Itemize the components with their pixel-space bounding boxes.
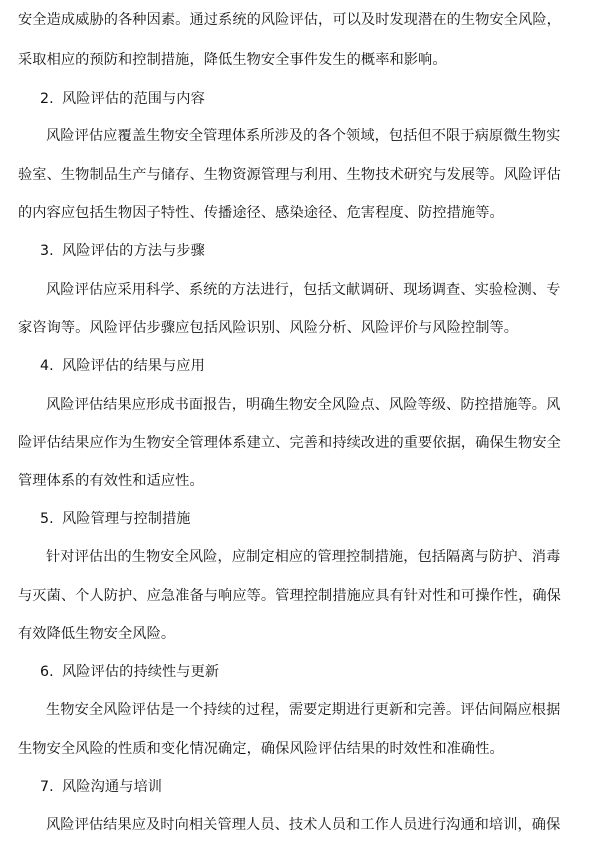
body-text-line: 验室、生物制品生产与储存、生物资源管理与利用、生物技术研究与发展等。风险评估 <box>18 167 561 183</box>
section-heading <box>40 239 591 263</box>
section-heading <box>40 660 591 684</box>
section-number: 5. <box>40 511 54 527</box>
section-heading <box>40 507 591 531</box>
section-heading <box>40 775 591 799</box>
body-text-line: 生物安全风险评估是一个持续的过程，需要定期进行更新和完善。评估间隔应根据 <box>46 702 561 718</box>
body-text-line: 家咨询等。风险评估步骤应包括风险识别、风险分析、风险评价与风险控制等。 <box>18 320 519 336</box>
section-number: 7. <box>40 779 54 795</box>
body-text-line: 与灭菌、个人防护、应急准备与响应等。管理控制措施应具有针对性和可操作性，确保 <box>18 588 561 604</box>
body-text-line: 风险评估应采用科学、系统的方法进行，包括文献调研、现场调查、实验检测、专 <box>46 282 561 298</box>
body-text-line: 风险评估结果应形成书面报告，明确生物安全风险点、风险等级、防控措施等。风 <box>46 397 561 413</box>
section-title: 风险管理与控制措施 <box>62 511 191 527</box>
section-number: 4. <box>40 358 54 374</box>
body-text-line: 安全造成威胁的各种因素。通过系统的风险评估，可以及时发现潜在的生物安全风险， <box>18 12 561 28</box>
section-heading <box>40 87 591 111</box>
section-number: 6. <box>40 664 54 680</box>
body-text-line: 险评估结果应作为生物安全管理体系建立、完善和持续改进的重要依据，确保生物安全 <box>18 435 561 451</box>
body-text-line: 风险评估结果应及时向相关管理人员、技术人员和工作人员进行沟通和培训，确保 <box>46 817 561 833</box>
section-heading <box>40 354 591 378</box>
body-text-line: 风险评估应覆盖生物安全管理体系所涉及的各个领域，包括但不限于病原微生物实 <box>46 128 561 144</box>
section-title: 风险沟通与培训 <box>62 779 163 795</box>
body-text-line: 生物安全风险的性质和变化情况确定，确保风险评估结果的时效性和准确性。 <box>18 741 504 757</box>
section-title: 风险评估的结果与应用 <box>62 358 205 374</box>
body-text-line: 针对评估出的生物安全风险，应制定相应的管理控制措施，包括隔离与防护、消毒 <box>46 549 561 565</box>
section-number: 3. <box>40 243 54 259</box>
section-number: 2. <box>40 91 54 107</box>
section-title: 风险评估的范围与内容 <box>62 91 205 107</box>
section-title: 风险评估的方法与步骤 <box>62 243 205 259</box>
body-text-line: 有效降低生物安全风险。 <box>18 626 176 642</box>
body-text-line: 管理体系的有效性和适应性。 <box>18 473 204 489</box>
body-text-line: 的内容应包括生物因子特性、传播途径、感染途径、危害程度、防控措施等。 <box>18 205 504 221</box>
section-title: 风险评估的持续性与更新 <box>62 664 220 680</box>
body-text-line: 采取相应的预防和控制措施，降低生物安全事件发生的概率和影响。 <box>18 52 447 68</box>
